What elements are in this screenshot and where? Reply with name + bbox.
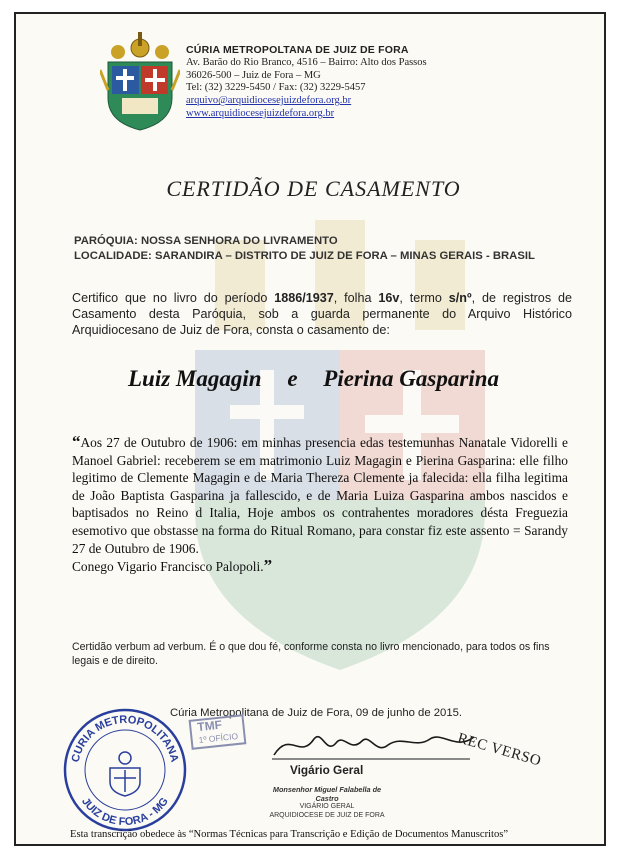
cert-folha: 16v: [378, 291, 400, 305]
stamp-text-top: CURIA METROPOLITANA: [69, 713, 181, 764]
svg-text:CURIA METROPOLITANA: [70, 714, 181, 764]
cert-text-1: Certifico que no livro do período: [72, 291, 275, 305]
signatory-org: ARQUIDIOCESE DE JUIZ DE FORA: [269, 811, 385, 819]
phone-line: Tel: (32) 3229-5450 / Fax: (32) 3229-5457: [186, 82, 366, 94]
cert-text-3: , termo: [399, 291, 449, 305]
parish-info: [74, 234, 535, 263]
groom-name: Luiz Magagin: [127, 366, 262, 391]
document-title: CERTIDÃO DE CASAMENTO: [166, 176, 461, 201]
org-name: CÚRIA METROPOLTANA DE JUIZ DE FORA: [186, 44, 409, 56]
svg-text:JUIZ DE FORA - MG: [79, 796, 171, 829]
locality-line: LOCALIDADE: SARANDIRA – DISTRITO DE JUIZ DE FORA – MINAS GERAIS - BRASIL: [74, 249, 535, 262]
tmf-sub-label: 1º OFÍCIO: [198, 730, 239, 746]
transcription-body: Aos 27 de Outubro de 1906: em minhas presencia edas testemunhas Nanatale Vidorelli e Manoel Gabriel: receberem se em matrimonio Luiz Magagin e Pierina Gasparina: elle filho legitimo de Clemente Magagin e de Maria Thereza Clemente ja falecida: ella filha legitima de João Baptista Gasparina ja fallescido, e de Maria Luiza Gasparina ambos nascidos e baptisados no Reino d Italia, Hoje ambos os contrahentes moradores désta Freguezia esemotivo que obstasse na forma do Ritual Romano, para constar fiz este assento = Sarandy 27 de Outubro de 1906.: [72, 435, 568, 556]
signatory-stamp: [262, 786, 392, 820]
email-link[interactable]: arquivo@arquidiocesejuizdefora.org.br: [186, 95, 352, 107]
archdiocese-crest-logo: [100, 30, 180, 132]
open-quote: “: [72, 432, 81, 451]
spouse-names: [0, 366, 627, 392]
tmf-office-stamp: [189, 714, 247, 750]
stamp-text-bottom: JUIZ DE FORA - MG: [79, 795, 171, 829]
bride-name: Pierina Gasparina: [323, 366, 500, 391]
letterhead: [186, 44, 427, 121]
transcription-signature: Conego Vigario Francisco Palopoli.: [72, 559, 264, 575]
signatory-name: Monsenhor Miguel Falabella de Castro: [272, 785, 382, 803]
closing-note: Certidão verbum ad verbum. É o que dou fé, conforme consta no livro mencionado, para todos os fins legais e de direito.: [72, 641, 550, 667]
cert-text-4: , de registros de Casamento desta Paróquia, sob a guarda permanente do Arquivo Histórico Arquidiocesano de Juiz de Fora, consta o casamento de:: [72, 291, 572, 337]
postal-line: 36026-500 – Juiz de Fora – MG: [186, 69, 321, 81]
signatory-title: Vigário Geral: [290, 763, 364, 777]
record-transcription: [72, 433, 568, 576]
certification-paragraph: [72, 291, 572, 338]
name-conjunction: e: [287, 366, 298, 391]
handwritten-signature: [270, 725, 480, 765]
signatory-role: VIGÁRIO GERAL: [299, 803, 355, 810]
cert-text-2: , folha: [333, 291, 379, 305]
parish-line: PARÓQUIA: NOSSA SENHORA DO LIVRAMENTO: [74, 235, 338, 247]
transcription-norms-footer: Esta transcrição obedece às “Normas Técnicas para Transcrição e Edição de Documentos Manuscritos”: [70, 829, 509, 840]
close-quote: ”: [263, 556, 273, 576]
address-line: Av. Barão do Rio Branco, 4516 – Bairro: Alto dos Passos: [186, 56, 427, 68]
website-link[interactable]: www.arquidiocesejuizdefora.org.br: [186, 107, 335, 119]
place-date: Cúria Metropolitana de Juiz de Fora, 09 de junho de 2015.: [170, 707, 463, 719]
cert-termo: s/nº: [448, 291, 472, 305]
curia-round-stamp: [56, 698, 194, 836]
tmf-label: TMF: [196, 717, 223, 735]
rec-verso-stamp: REC VERSO: [455, 730, 543, 770]
cert-period: 1886/1937: [274, 291, 334, 305]
